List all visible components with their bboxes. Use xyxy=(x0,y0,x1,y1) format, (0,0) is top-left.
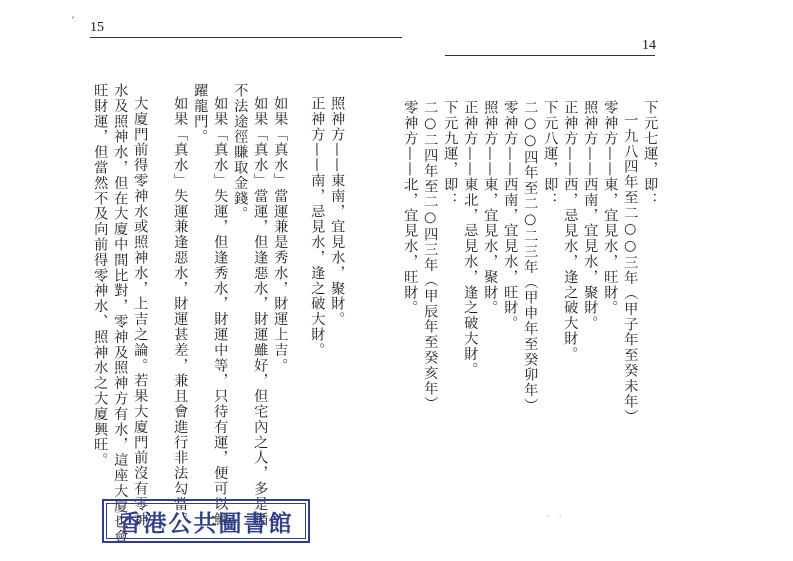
right-text-column-7: 二○○四年至二○二三年（甲申年至癸卯年） xyxy=(522,100,539,414)
right-text-column-2: 一九八四年至二○○三年（甲子年至癸未年） xyxy=(622,113,639,425)
corner-mark: ´ xyxy=(70,17,75,28)
right-text-column-4: 照神方——西南，宜見水，聚財。 xyxy=(582,100,599,331)
left-text-column-10: 水及照神水，但在大廈中間比對，零神及照神方有水，這座大廈也會 xyxy=(112,83,129,545)
left-text-column-5: 不法途徑賺取金錢。 xyxy=(232,83,249,222)
right-text-column-11: 下元九運，即： xyxy=(442,100,459,208)
library-stamp: 香港公共圖書館 xyxy=(102,499,310,543)
right-text-column-9: 照神方——東，宜見水，聚財。 xyxy=(482,100,499,316)
left-text-column-6: 如果「真水」失運，但逢秀水，財運中等，只待有運，便可以鯉 xyxy=(212,96,229,528)
right-text-column-13: 零神方——北，宜見水，旺財。 xyxy=(402,100,419,316)
right-text-column-12: 二○二四年至二○四三年（甲辰年至癸亥年） xyxy=(422,100,439,412)
left-page-number: 15 xyxy=(90,20,104,35)
right-text-column-5: 正神方——西，忌見水，逢之破大財。 xyxy=(562,100,579,362)
right-header-rule xyxy=(445,55,655,56)
left-text-column-3: 如果「真水」當運兼是秀水，財運上吉。 xyxy=(272,96,289,374)
left-text-column-7: 躍龍門。 xyxy=(192,83,209,145)
right-text-column-1: 下元七運，即： xyxy=(642,100,659,208)
left-text-column-9: 大廈門前得零神水或照神水，上吉之論。若果大廈門前沒有零神 xyxy=(132,96,149,528)
left-text-column-8: 如果「真水」失運兼逢惡水，財運甚差，兼且會進行非法勾當。 xyxy=(172,96,189,528)
right-page-number: 14 xyxy=(642,38,656,53)
left-text-column-4: 如果「真水」當運，但逢惡水，財運雖好，但宅內之人，多是循 xyxy=(252,96,269,528)
gutter-smudge: · · xyxy=(547,512,565,522)
left-header-rule xyxy=(90,37,402,38)
left-text-column-11: 旺財運，但當然不及向前得零神水、照神水之大廈興旺。 xyxy=(92,83,109,468)
right-text-column-10: 正神方——東北，忌見水，逢之破大財。 xyxy=(462,100,479,378)
right-text-column-6: 下元八運，即： xyxy=(542,100,559,208)
right-text-column-3: 零神方——東，宜見水，旺財。 xyxy=(602,100,619,316)
left-text-column-1: 照神方——東南，宜見水，聚財。 xyxy=(329,96,346,327)
right-text-column-8: 零神方——西南，宜見水，旺財。 xyxy=(502,100,519,331)
left-text-column-2: 正神方——南，忌見水，逢之破大財。 xyxy=(309,96,326,358)
